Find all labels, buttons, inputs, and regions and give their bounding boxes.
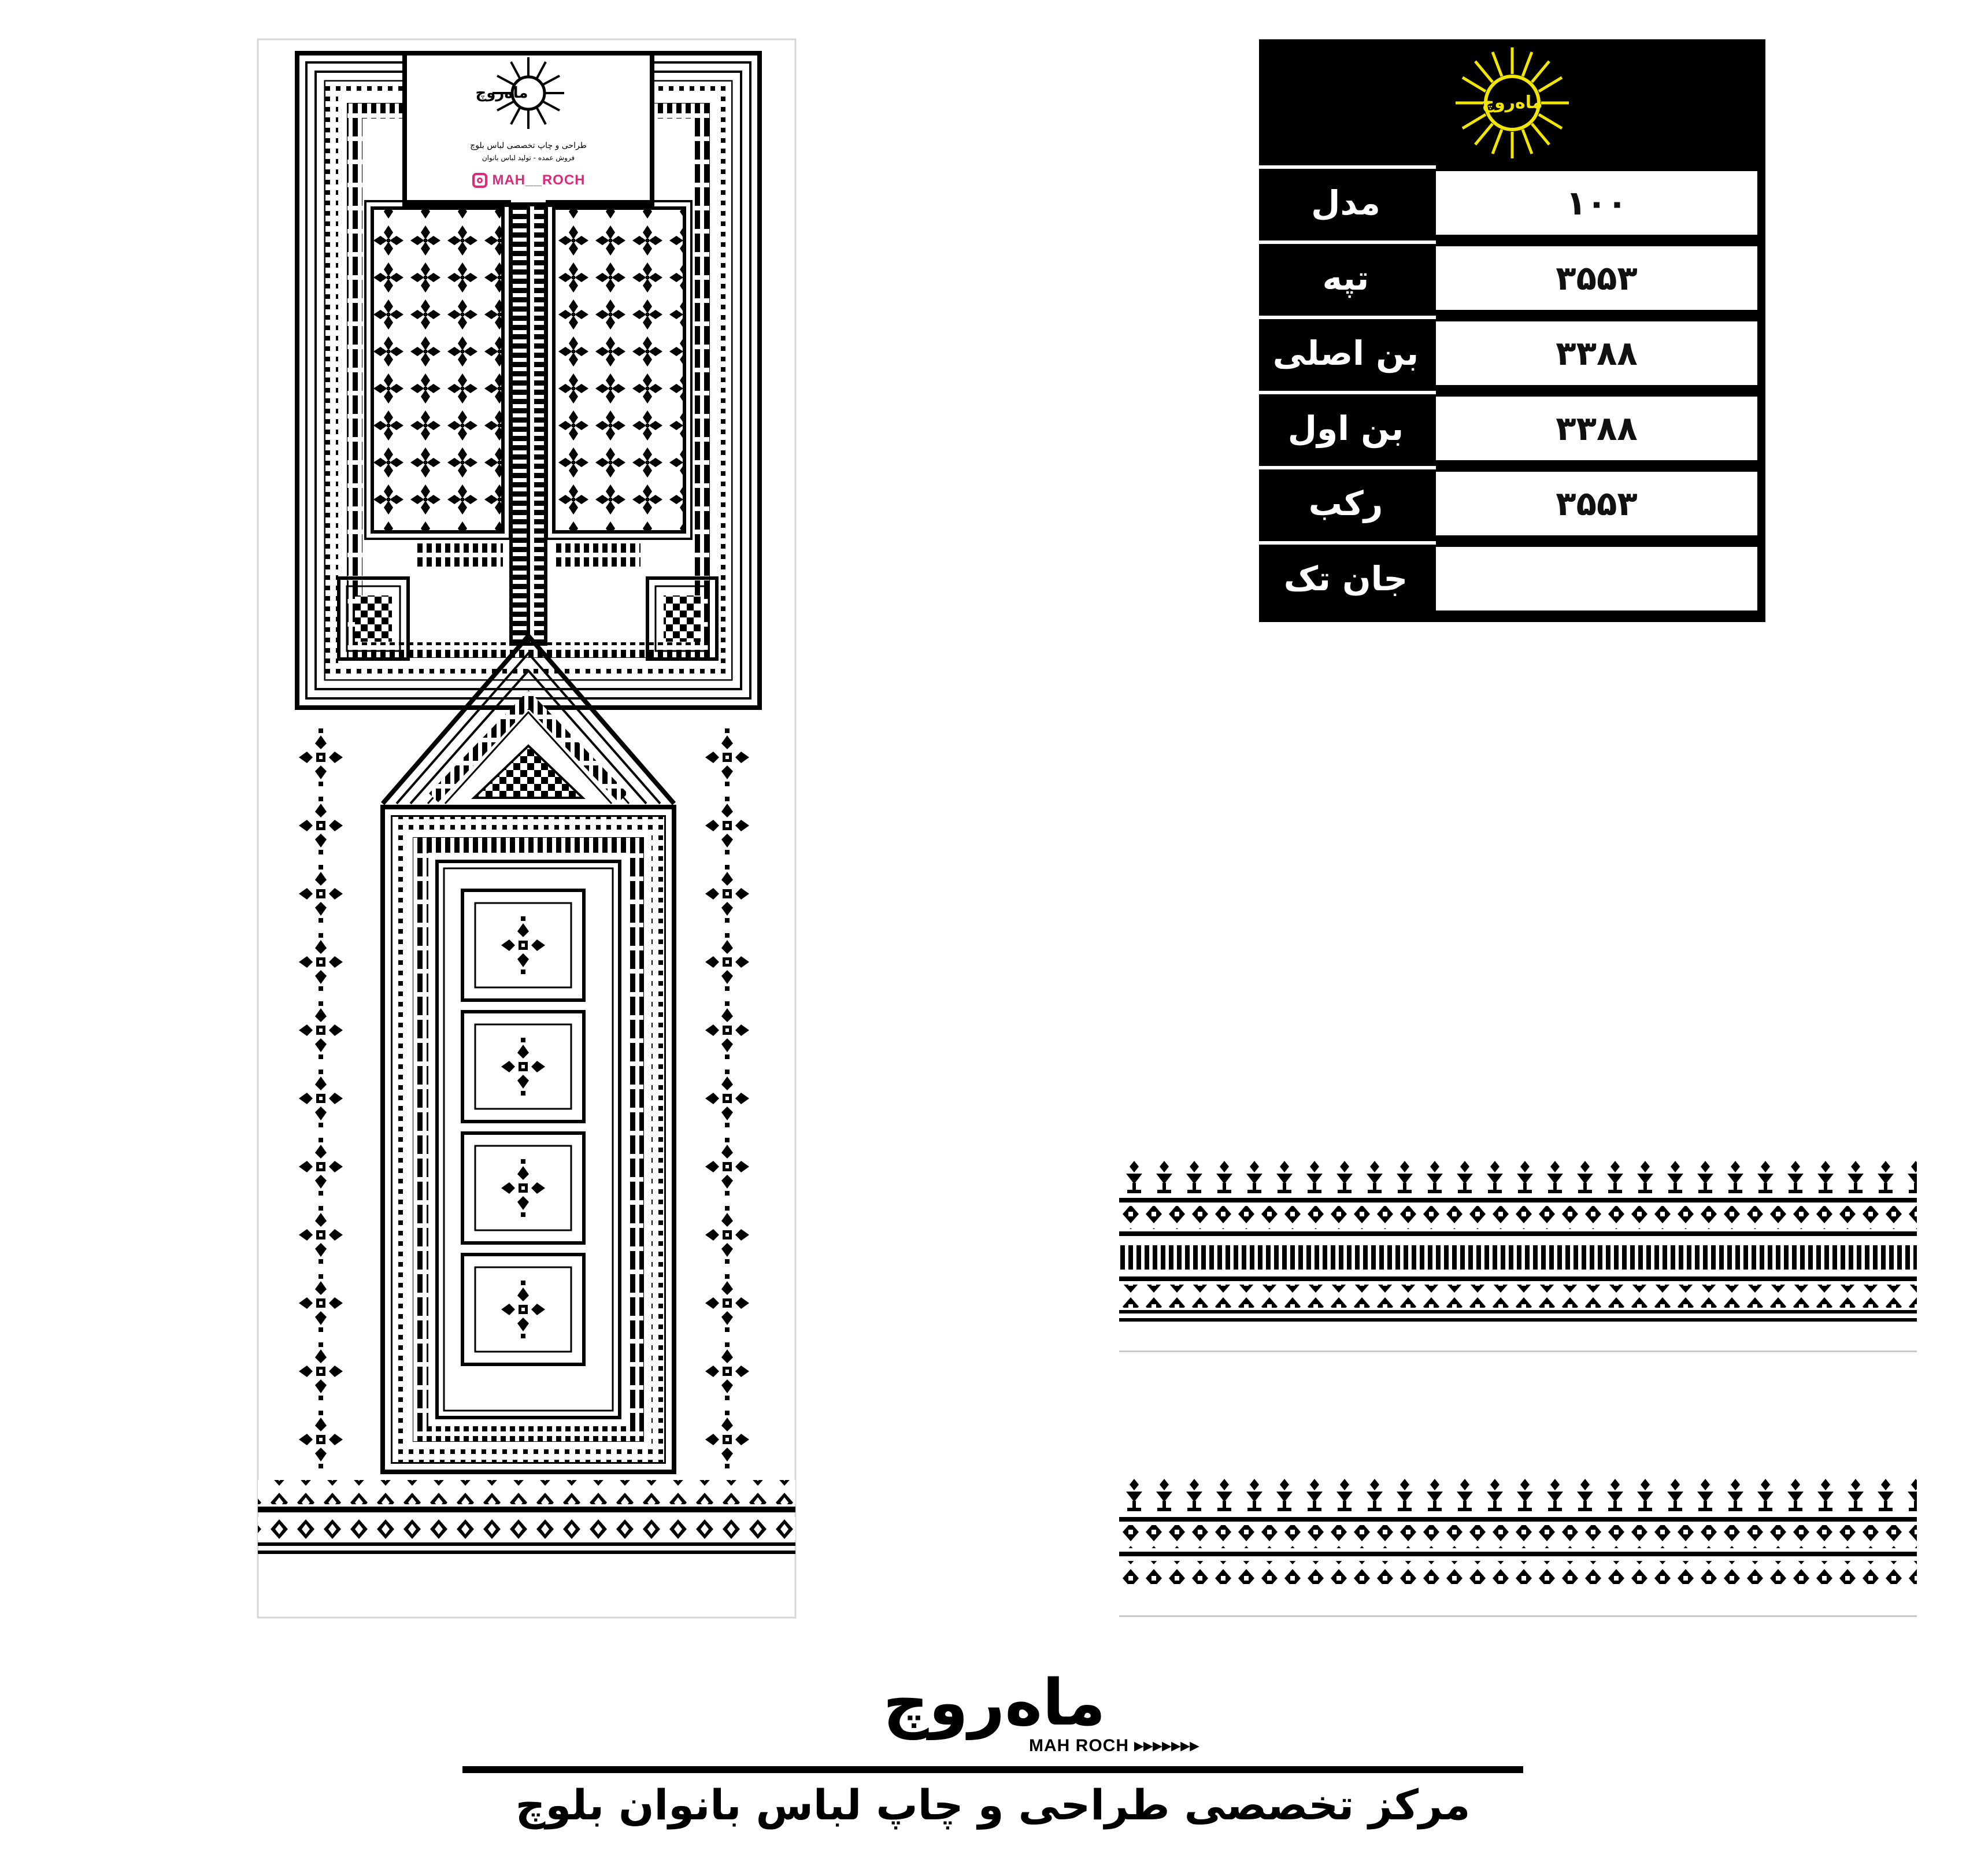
neck-caption-2: فروش عمده - تولید لباس بانوان (482, 154, 575, 162)
footer-rule (462, 1766, 1523, 1773)
instagram-badge (451, 169, 607, 192)
spec-label: مدل (1311, 183, 1380, 223)
neck-brand-watermark: ماه‌روچ (475, 84, 528, 102)
sheet-bottom-rule-right (1119, 1615, 1917, 1617)
spec-row-rekab (1259, 466, 1765, 541)
footer-tagline: مرکز تخصصی طراحی و چاپ لباس بانوان بلوچ (515, 1781, 1471, 1829)
spec-label: جان تک (1283, 559, 1408, 598)
spec-value: ۳۵۵۳ (1436, 246, 1757, 310)
spec-row-jan-tak (1259, 541, 1765, 616)
instagram-handle: MAH__ROCH (492, 172, 586, 188)
border-strip-secondary (1119, 1474, 1917, 1590)
spec-label: رکب (1308, 484, 1383, 523)
spec-row-model (1259, 165, 1765, 240)
footer-brand-latin: MAH ROCH ▸▸▸▸▸▸▸ (1029, 1736, 1199, 1755)
spec-value: ۳۳۸۸ (1436, 321, 1757, 385)
spec-label: تپه (1322, 258, 1369, 298)
spec-row-bon-asli (1259, 316, 1765, 391)
spec-value: ۱۰۰ (1436, 171, 1757, 235)
spec-table (1259, 39, 1765, 622)
spec-row-bon-aval (1259, 391, 1765, 466)
border-strip-main (1119, 1156, 1917, 1341)
spec-logo-text: ماه‌روچ (1482, 92, 1543, 113)
spec-logo-cell (1259, 39, 1765, 165)
footer-brand-logo: ماه‌روچ (883, 1666, 1106, 1740)
neck-caption-1: طراحی و چاپ تخصصی لباس بلوچ (470, 141, 587, 150)
strip-divider (1119, 1350, 1917, 1352)
spec-value: ۳۳۸۸ (1436, 397, 1757, 460)
spec-value (1436, 547, 1757, 610)
spec-value: ۳۵۵۳ (1436, 472, 1757, 535)
spec-row-tepe (1259, 240, 1765, 316)
instagram-icon (472, 173, 487, 188)
spec-label: بن اول (1287, 409, 1404, 448)
spec-label: بن اصلی (1272, 334, 1419, 373)
